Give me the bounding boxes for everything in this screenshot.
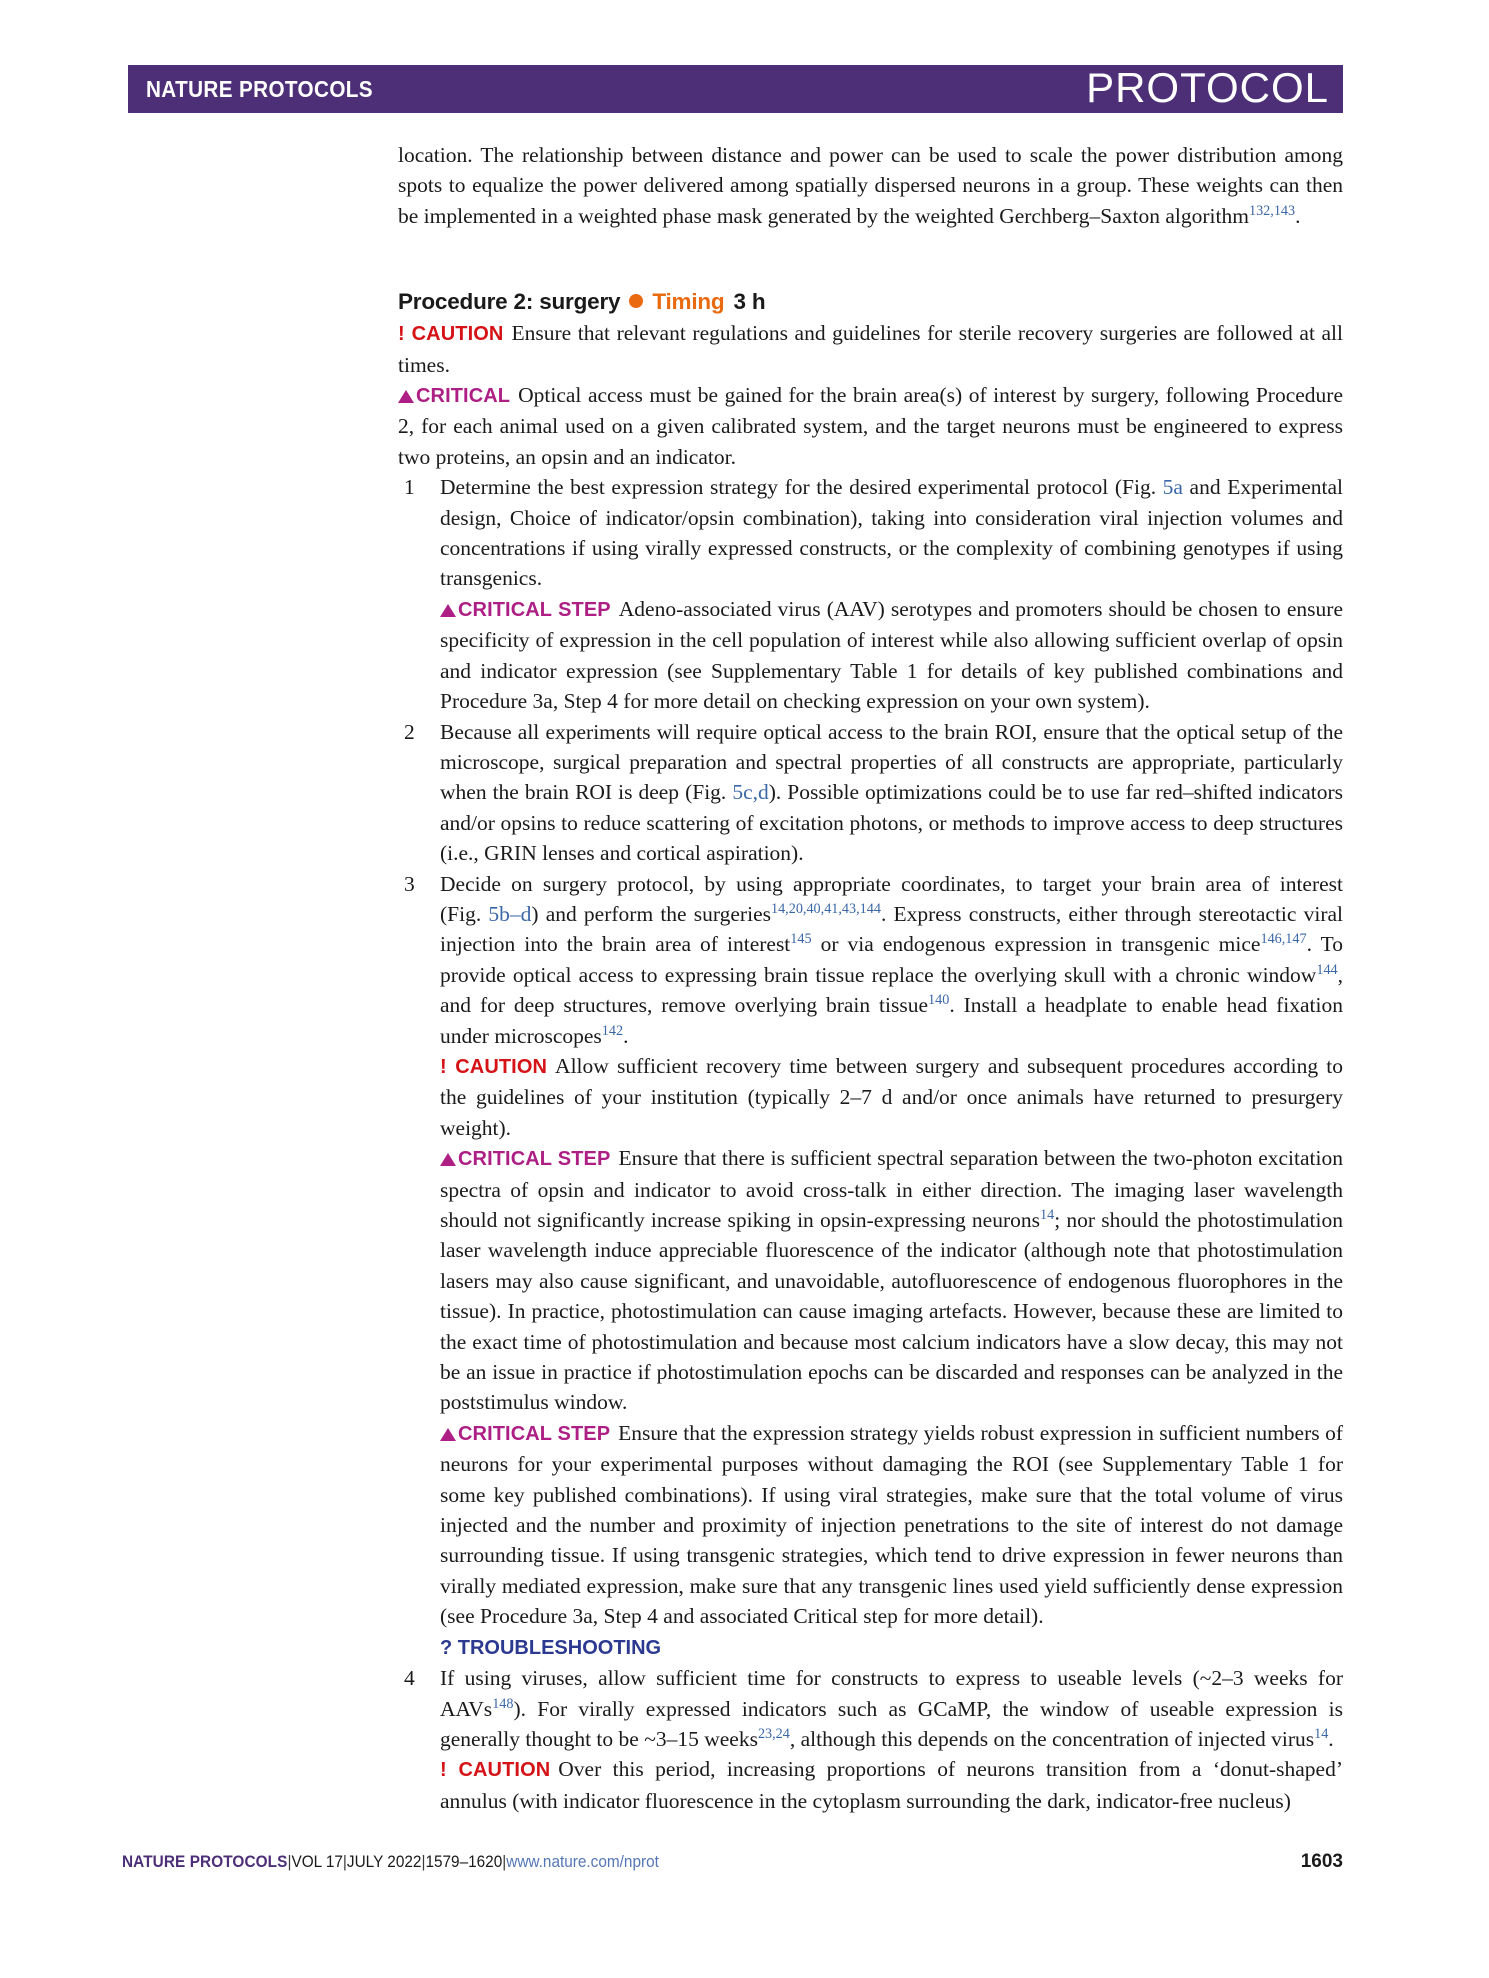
procedure-title: Procedure 2: surgery	[398, 289, 621, 315]
step-text-a: If using viruses, allow sufficient time for constructs to express to useable levels (~2–3 weeks for AAVs	[440, 1666, 1343, 1721]
article-text-column	[398, 140, 1343, 1816]
citation-ref[interactable]: 148	[492, 1695, 514, 1712]
footer-issue-date: JULY 2022	[346, 1853, 422, 1871]
step-text-c: . Express constructs, either through stereotactic viral injection into the brain area of interest	[440, 901, 1344, 957]
preamble-critical	[398, 380, 1343, 472]
preamble-caution	[398, 318, 1343, 380]
step-item	[398, 717, 1343, 869]
critical-triangle-icon	[440, 1428, 456, 1441]
timing-label: Timing	[652, 289, 725, 315]
critical-step-label: CRITICAL STEP	[458, 1422, 611, 1445]
critical-triangle-icon	[440, 1153, 456, 1166]
step-text-d: .	[1328, 1726, 1334, 1751]
critical-step-label: CRITICAL STEP	[458, 598, 611, 621]
step-note-text-b: ; nor should the photostimulation laser wavelength induce appreciable fluorescence of the indicator (although note that photostimulation lasers may also cause significant, and unavoidable, autofluorescence of endogenous fluorophores in the tissue). In practice, photostimulation can cause imaging artefacts. However, because these are limited to the exact time of photostimulation and because most calcium indicators have a slow decay, this may not be an issue in practice if photostimulation epochs can be discarded and responses can be analyzed in the poststimulus window.	[440, 1208, 1343, 1415]
step-text-a: Decide on surgery protocol, by using appropriate coordinates, to target your brain area of interest (Fig.	[440, 871, 1343, 926]
page-header-bar	[128, 65, 1343, 113]
critical-triangle-icon	[398, 390, 414, 403]
section-spacer	[398, 231, 1343, 289]
citation-ref[interactable]: 145	[790, 931, 812, 948]
troubleshooting-label[interactable]: ? TROUBLESHOOTING	[440, 1636, 662, 1659]
step-text-h: .	[623, 1023, 629, 1048]
step-number: 1	[404, 475, 415, 500]
step-text-e: . To provide optical access to expressing brain tissue replace the overlying skull with a chronic window	[440, 932, 1343, 987]
critical-step-label: CRITICAL STEP	[458, 1148, 611, 1171]
step-note-critical	[440, 594, 1343, 717]
step-text-a: Because all experiments will require optical access to the brain ROI, ensure that the optical setup of the microscope, surgical preparation and spectral properties of all constructs are appropriate, particularly when the brain ROI is deep (Fig.	[440, 719, 1343, 805]
step-note-text-a: Ensure that there is sufficient spectral separation between the two-photon excitation spectra of opsin and indicator to avoid cross-talk in either direction. The imaging laser wavelength should not significantly increase spiking in opsin-expressing neurons	[440, 1146, 1343, 1232]
header-journal-name: NATURE PROTOCOLS	[146, 75, 373, 102]
step-number: 2	[404, 719, 415, 744]
timing-value: 3 h	[733, 289, 766, 315]
caution-label: ! CAUTION	[440, 1759, 551, 1782]
step-note-text: Ensure that the expression strategy yields robust expression in sufficient numbers of neurons for your experimental purposes without damaging the ROI (see Supplementary Table 1 for some key published combinations). If using viral strategies, make sure that the total volume of virus injected and the number and proximity of injection penetrations to the site of interest do not damage surrounding tissue. If using transgenic strategies, which tend to drive expression in fewer neurons than virally mediated expression, make sure that any transgenic lines used yield sufficiently dense expression (see Procedure 3a, Step 4 and associated Critical step for more detail).	[440, 1420, 1343, 1629]
page-number: 1603	[1300, 1851, 1343, 1872]
citation-ref[interactable]: 146,147	[1260, 931, 1307, 948]
step-text-b: ) and perform the surgeries	[531, 901, 771, 926]
step-text-d: or via endogenous expression in transgenic mice	[811, 932, 1261, 957]
step-note-critical	[440, 1143, 1343, 1418]
step-note-caution	[440, 1051, 1343, 1143]
footer-separator: |	[342, 1853, 347, 1871]
step-number: 4	[404, 1666, 415, 1691]
intro-paragraph	[398, 140, 1343, 231]
step-text-b: and Experimental design, Choice of indicator/opsin combination), taking into consideration viral injection volumes and concentrations if using virally expressed constructs, or the complexity of combining genotypes if using transgenics.	[440, 475, 1344, 591]
preamble-caution-text: Ensure that relevant regulations and guidelines for sterile recovery surgeries are followed at all times.	[398, 321, 1343, 377]
page-footer	[122, 1851, 1343, 1873]
citation-ref[interactable]: 144	[1316, 961, 1338, 978]
caution-label: ! CAUTION	[440, 1055, 548, 1078]
step-text-a: Determine the best expression strategy for the desired experimental protocol (Fig.	[440, 475, 1163, 500]
caution-label: ! CAUTION	[398, 323, 504, 346]
preamble-critical-text: Optical access must be gained for the brain area(s) of interest by surgery, following Procedure 2, for each animal used on a given calibrated system, and the target neurons must be engineered to express two proteins, an opsin and an indicator.	[398, 383, 1343, 469]
footer-separator: |	[287, 1853, 292, 1871]
timing-dot-icon	[629, 294, 643, 308]
step-note-critical	[440, 1418, 1343, 1632]
citation-ref[interactable]: 23,24	[757, 1725, 790, 1742]
footer-separator: |	[502, 1853, 507, 1871]
step-text-b: ). For virally expressed indicators such as GCaMP, the window of useable expression is generally thought to be ~3–15 weeks	[440, 1696, 1343, 1751]
step-text-g: . Install a headplate to enable head fixation under microscopes	[440, 993, 1343, 1048]
citation-ref[interactable]: 14	[1040, 1206, 1055, 1223]
figure-link[interactable]: 5a	[1162, 475, 1183, 500]
critical-triangle-icon	[440, 604, 456, 617]
step-note-troubleshooting	[440, 1632, 1343, 1663]
procedure-heading	[398, 289, 1343, 315]
footer-page-range: 1579–1620	[425, 1853, 503, 1871]
step-note-caution	[440, 1754, 1343, 1816]
footer-volume: VOL 17	[291, 1853, 343, 1871]
step-note-text: Over this period, increasing proportions of neurons transition from a ‘donut-shaped’ annulus (with indicator fluorescence in the cytoplasm surrounding the dark, indicator-free nucleus)	[440, 1757, 1343, 1813]
step-text-f: , and for deep structures, remove overlying brain tissue	[440, 962, 1343, 1018]
footer-url[interactable]: www.nature.com/nprot	[506, 1853, 659, 1871]
footer-citation	[122, 1853, 659, 1872]
citation-ref[interactable]: 142	[601, 1022, 624, 1039]
step-text-b: ). Possible optimizations could be to use far red–shifted indicators and/or opsins to reduce scattering of excitation photons, or methods to improve access to deep structures (i.e., GRIN lenses and cortical aspiration).	[440, 780, 1343, 866]
step-item	[398, 472, 1343, 716]
footer-journal: NATURE PROTOCOLS	[122, 1853, 288, 1871]
footer-separator: |	[421, 1853, 426, 1871]
critical-label: CRITICAL	[416, 385, 511, 408]
figure-link[interactable]: 5c,d	[732, 780, 769, 805]
citation-ref[interactable]: 14	[1314, 1725, 1329, 1742]
citation-ref[interactable]: 140	[928, 992, 950, 1008]
step-number: 3	[404, 871, 415, 896]
citation-ref[interactable]: 132,143	[1248, 202, 1296, 219]
figure-link[interactable]: 5b–d	[488, 901, 532, 926]
step-note-text: Allow sufficient recovery time between surgery and subsequent procedures according to the guidelines of your institution (typically 2–7 d and/or once animals have returned to presurgery weight).	[440, 1053, 1343, 1140]
step-note-text: Adeno-associated virus (AAV) serotypes and promoters should be chosen to ensure specificity of expression in the cell population of interest while also allowing sufficient overlap of opsin and indicator expression (see Supplementary Table 1 for details of key published combinations and Procedure 3a, Step 4 for more detail on checking expression on your own system).	[440, 596, 1343, 714]
header-article-type: PROTOCOL	[1086, 64, 1329, 111]
intro-paragraph-text: location. The relationship between distance and power can be used to scale the power distribution among spots to equalize the power delivered among spatially dispersed neurons in a group. These weights can then be implemented in a weighted phase mask generated by the weighted Gerchberg–Saxton algorithm	[398, 143, 1343, 228]
step-item	[398, 1663, 1343, 1816]
intro-paragraph-tail: .	[1295, 203, 1301, 228]
step-item	[398, 869, 1343, 1664]
procedure-steps-list	[398, 472, 1343, 1816]
step-text-c: , although this depends on the concentration of injected virus	[789, 1726, 1315, 1751]
citation-ref[interactable]: 14,20,40,41,43,144	[770, 900, 881, 917]
